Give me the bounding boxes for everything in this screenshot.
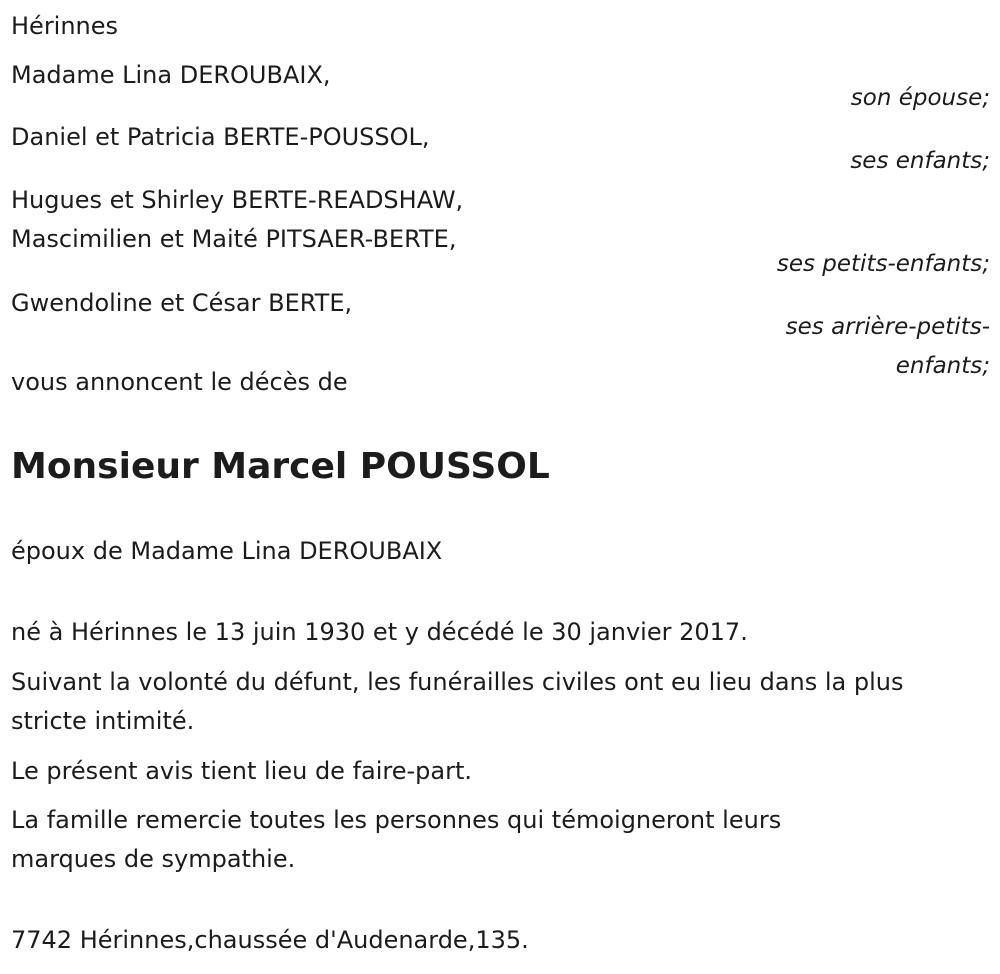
thanks-line-1: La famille remercie toutes les personnes qui témoigneront leurs <box>11 806 782 834</box>
family-name-grandchildren-1: Hugues et Shirley BERTE-READSHAW, <box>11 186 464 214</box>
spouse-line: époux de Madame Lina DEROUBAIX <box>11 537 443 565</box>
relation-great-grandchildren-line2: enfants; <box>895 353 990 379</box>
notice-statement: Le présent avis tient lieu de faire-part. <box>11 757 473 785</box>
family-name-spouse: Madame Lina DEROUBAIX, <box>11 61 331 89</box>
family-name-grandchildren-2: Mascimilien et Maité PITSAER-BERTE, <box>11 225 457 253</box>
announcement-text: vous annoncent le décès de <box>11 368 348 396</box>
relation-children: ses enfants; <box>850 148 990 174</box>
thanks-line-2: marques de sympathie. <box>11 845 296 873</box>
family-name-great-grandchildren: Gwendoline et César BERTE, <box>11 289 353 317</box>
funeral-line-1: Suivant la volonté du défunt, les funérailles civiles ont eu lieu dans la plus <box>11 668 904 696</box>
relation-great-grandchildren-line1: ses arrière-petits- <box>785 314 990 340</box>
relation-grandchildren: ses petits-enfants; <box>776 251 990 277</box>
funeral-line-2: stricte intimité. <box>11 707 195 735</box>
relation-spouse: son épouse; <box>850 85 990 111</box>
place-heading: Hérinnes <box>11 12 119 40</box>
family-name-children: Daniel et Patricia BERTE-POUSSOL, <box>11 123 430 151</box>
deceased-name: Monsieur Marcel POUSSOL <box>11 446 550 487</box>
address-line: 7742 Hérinnes,chaussée d'Audenarde,135. <box>11 926 529 954</box>
birth-death-line: né à Hérinnes le 13 juin 1930 et y décédé le 30 janvier 2017. <box>11 618 748 646</box>
